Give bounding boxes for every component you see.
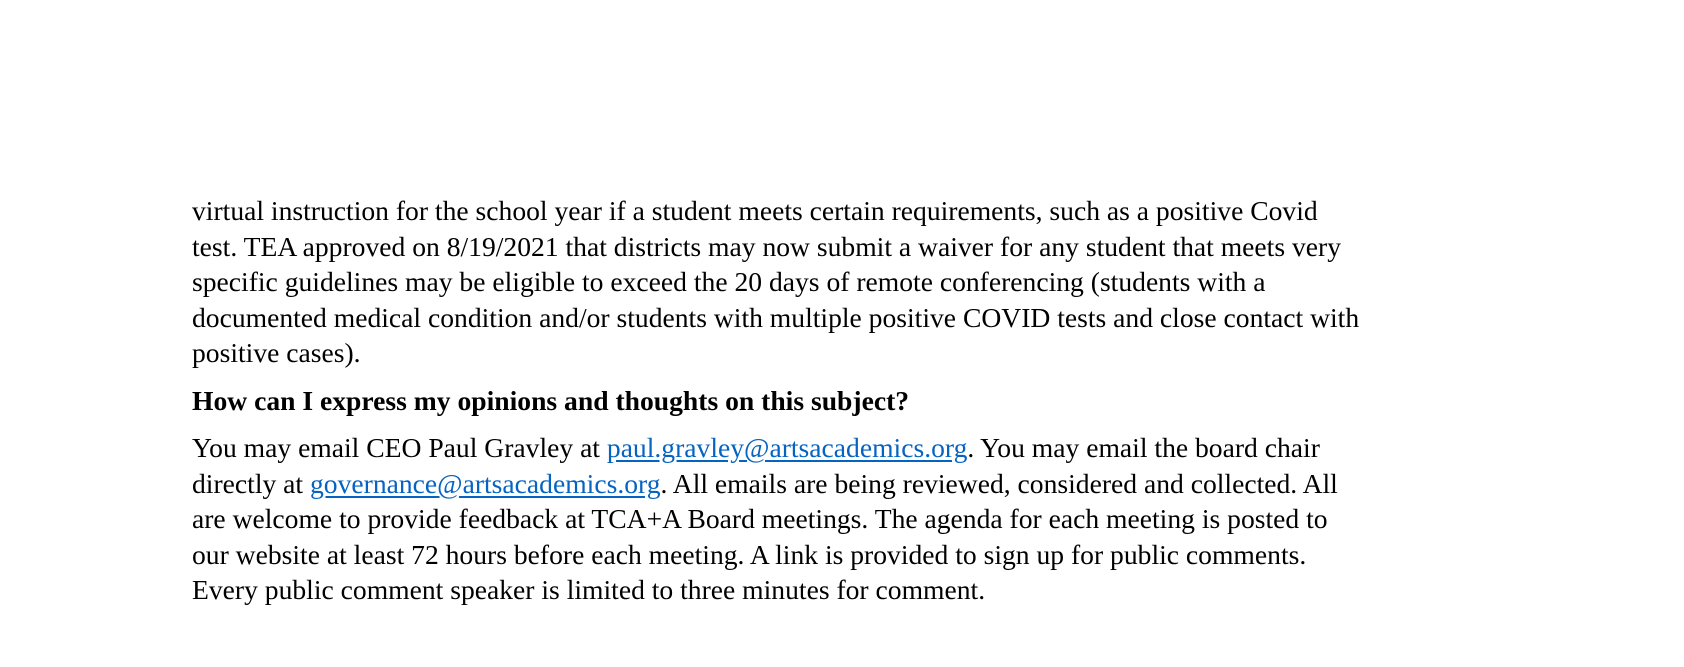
paragraph-virtual-instruction [192, 193, 1532, 371]
document-content [192, 193, 1532, 608]
paragraph-line: specific guidelines may be eligible to exceed the 20 days of remote conferencing (students with a [192, 266, 1266, 298]
paragraph-line: virtual instruction for the school year if a student meets certain requirements, such as a positive Covid [192, 195, 1318, 226]
paragraph-contact [192, 430, 1532, 608]
ceo-email-link[interactable]: paul.gravley@artsacademics.org [606, 431, 968, 463]
line-text: You may email CEO Paul Gravley at [192, 431, 607, 463]
paragraph-line: documented medical condition and/or students with multiple positive COVID tests and close contact with [192, 301, 1360, 333]
paragraph-line: positive cases). [192, 337, 361, 369]
heading-text: How can I express my opinions and thoughts on this subject? [192, 384, 910, 416]
section-heading [192, 383, 1532, 419]
governance-email-link[interactable]: governance@artsacademics.org [310, 467, 661, 499]
paragraph-line: are welcome to provide feedback at TCA+A Board meetings. The agenda for each meeting is posted to [192, 503, 1328, 535]
paragraph-line: our website at least 72 hours before each meeting. A link is provided to sign up for public comments. [192, 538, 1307, 570]
line-text: . All emails are being reviewed, considered and collected. All [660, 467, 1338, 499]
line-text: . You may email the board chair [967, 431, 1320, 463]
paragraph-line [192, 430, 1532, 466]
paragraph-line [192, 466, 1532, 502]
line-text: directly at [192, 467, 310, 499]
paragraph-line: test. TEA approved on 8/19/2021 that districts may now submit a waiver for any student that meets very [192, 230, 1342, 262]
paragraph-line: Every public comment speaker is limited to three minutes for comment. [192, 574, 986, 606]
